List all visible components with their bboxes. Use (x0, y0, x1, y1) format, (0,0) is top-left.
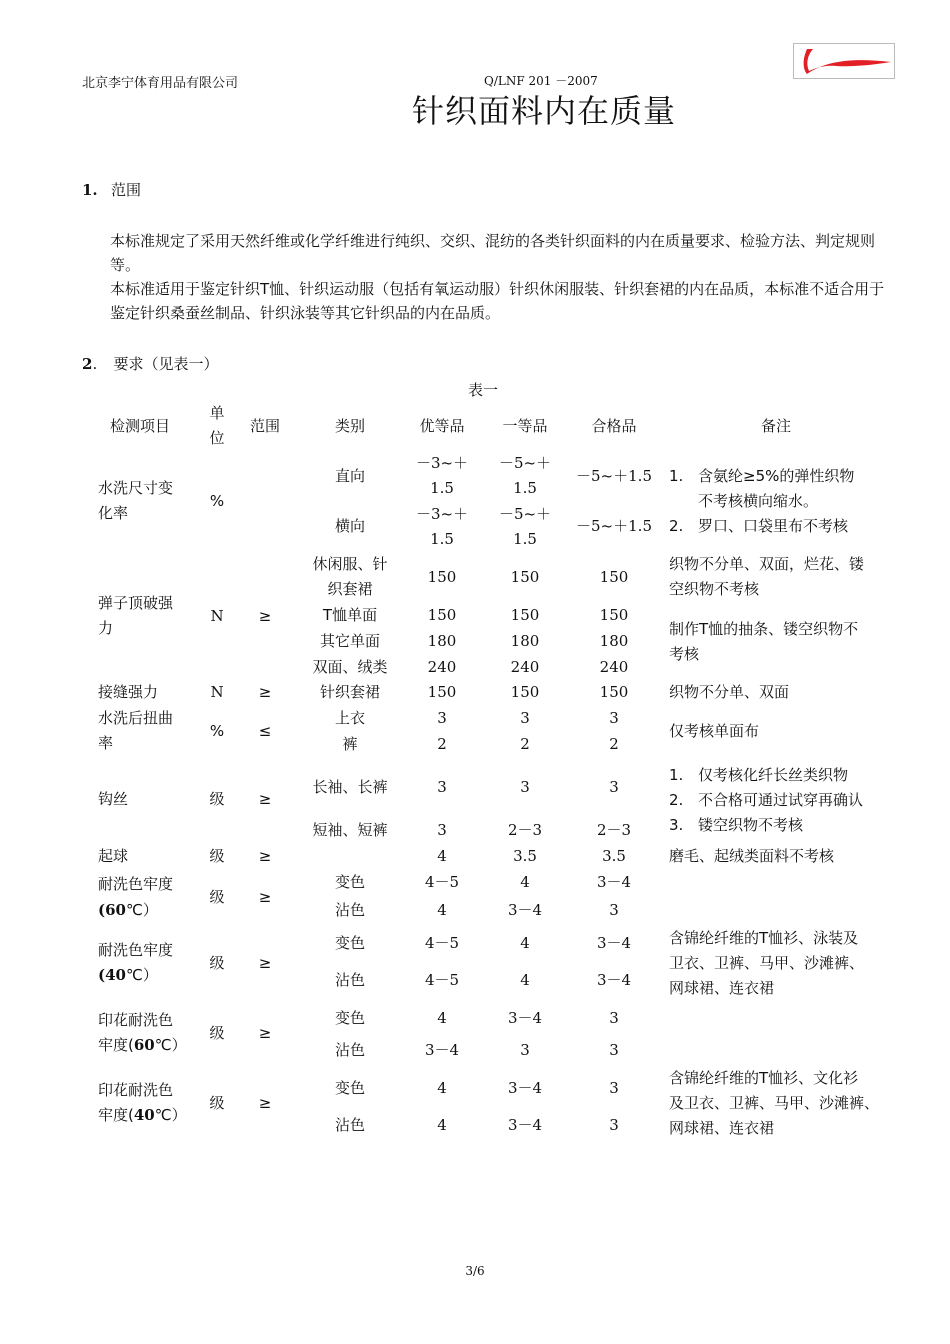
grade-2-value: 1.5 (513, 530, 537, 548)
temperature-unit: ℃） (125, 966, 158, 984)
item-label-line2 (98, 963, 158, 988)
grade-2-value: 150 (510, 606, 540, 624)
grade-2-value: －5~＋ (498, 505, 552, 523)
unit: 级 (209, 847, 225, 865)
table-caption: 表一 (467, 381, 498, 399)
grade-2-value: 4 (520, 971, 530, 989)
category: 沾色 (334, 971, 365, 989)
grade-3-value: －5~＋1.5 (576, 467, 652, 485)
temperature-unit: ℃） (154, 1106, 187, 1124)
unit: N (210, 607, 224, 625)
category: 沾色 (334, 1116, 365, 1134)
grade-2-value: 3 (520, 778, 530, 796)
category-weft: 横向 (334, 517, 365, 535)
grade-2-value: 4 (520, 934, 530, 952)
item-label-line2 (98, 1033, 187, 1058)
note-number: 3. (669, 816, 684, 834)
range: ≥ (258, 1094, 272, 1112)
grade-1-value: 4－5 (424, 934, 460, 952)
category: 变色 (334, 934, 365, 952)
grade-1-value: －3~＋ (415, 505, 469, 523)
category-line1: 休闲服、针 (312, 555, 388, 573)
item-label-line2: 化率 (98, 504, 129, 522)
temperature: (40 (98, 966, 126, 984)
grade-3-value: 3 (609, 709, 619, 727)
section-number: 1. (82, 181, 98, 199)
grade-2-value: 150 (510, 683, 540, 701)
grade-2-value: 3 (520, 709, 530, 727)
note-text: 网球裙、连衣裙 (669, 979, 775, 997)
category: 变色 (334, 1009, 365, 1027)
grade-3-value: 3 (609, 901, 619, 919)
header-grade-1: 优等品 (419, 417, 465, 435)
grade-3-value: 3 (609, 1116, 619, 1134)
unit: 级 (209, 954, 225, 972)
grade-2-value: 3－4 (507, 1009, 543, 1027)
grade-1-value: －3~＋ (415, 454, 469, 472)
header-category: 类别 (334, 417, 365, 435)
grade-2-value: －5~＋ (498, 454, 552, 472)
grade-2-value: 3 (520, 1041, 530, 1059)
unit: N (210, 683, 224, 701)
company-name: 北京李宁体育用品有限公司 (82, 76, 239, 91)
section-dot: . (92, 355, 98, 373)
note-text: 及卫衣、卫裤、马甲、沙滩裤、 (669, 1094, 880, 1112)
note-text: 仅考核单面布 (669, 722, 760, 740)
grade-1-value: 2 (437, 735, 447, 753)
grade-2-value: 2 (520, 735, 530, 753)
header-item: 检测项目 (110, 417, 171, 435)
category: T恤单面 (322, 606, 378, 624)
unit: 级 (209, 790, 225, 808)
note-text: 磨毛、起绒类面料不考核 (669, 847, 835, 865)
unit: 级 (209, 888, 225, 906)
range: ≥ (258, 954, 272, 972)
grade-3-value: 3－4 (596, 934, 632, 952)
temperature: 40 (133, 1106, 155, 1124)
range: ≥ (258, 1024, 272, 1042)
item-label-line1: 水洗尺寸变 (98, 479, 174, 497)
grade-3-value: 3.5 (602, 847, 626, 865)
grade-3-value: 3 (609, 1079, 619, 1097)
note-number: 1. (669, 766, 684, 784)
category: 针织套裙 (319, 683, 380, 701)
item-label-line2 (98, 1103, 187, 1128)
temperature: 60 (133, 1036, 155, 1054)
note-text: 考核 (669, 645, 700, 663)
grade-3-value: －5~＋1.5 (576, 517, 652, 535)
header-range: 范围 (250, 417, 281, 435)
grade-1-value: 3 (437, 821, 447, 839)
grade-3-value: 3－4 (596, 971, 632, 989)
item-label: 钩丝 (98, 790, 129, 808)
grade-3-value: 3 (609, 778, 619, 796)
unit: % (209, 722, 225, 740)
item-label-line2: 力 (98, 619, 114, 637)
note-text: 不考核横向缩水。 (698, 492, 819, 510)
grade-3-value: 240 (599, 658, 629, 676)
note-text: 含锦纶纤维的T恤衫、文化衫 (669, 1069, 859, 1087)
grade-2-value: 3－4 (507, 1079, 543, 1097)
grade-1-value: 4 (437, 847, 447, 865)
li-ning-swoosh-logo-icon (794, 44, 894, 78)
note-number: 2. (669, 791, 684, 809)
grade-1-value: 1.5 (430, 479, 454, 497)
unit: 级 (209, 1094, 225, 1112)
category: 裤 (342, 735, 358, 753)
grade-2-value: 3.5 (513, 847, 537, 865)
category: 沾色 (334, 1041, 365, 1059)
note-text: 制作T恤的抽条、镂空织物不 (669, 620, 859, 638)
grade-2-value: 3－4 (507, 901, 543, 919)
note-number: 2. (669, 517, 684, 535)
category: 沾色 (334, 901, 365, 919)
grade-1-value: 3 (437, 778, 447, 796)
section-1-heading (82, 179, 141, 200)
section-1-paragraph-1: 本标准规定了采用天然纤维或化学纤维进行纯织、交织、混纺的各类针织面料的内在质量要求、检验方法、判定规则等。 (110, 232, 876, 274)
grade-3-value: 3 (609, 1041, 619, 1059)
item-label-line1: 耐洗色牢度 (98, 875, 174, 893)
grade-1-value: 1.5 (430, 530, 454, 548)
grade-1-value: 4－5 (424, 971, 460, 989)
category-warp: 直向 (334, 467, 365, 485)
li-ning-logo (793, 43, 895, 79)
grade-1-value: 3－4 (424, 1041, 460, 1059)
section-title: 范围 (111, 181, 142, 199)
unit: 级 (209, 1024, 225, 1042)
grade-1-value: 150 (427, 568, 457, 586)
temperature: (60 (98, 901, 126, 919)
item-label: 接缝强力 (98, 683, 159, 701)
grade-3-value: 180 (599, 632, 629, 650)
note-text: 空织物不考核 (669, 580, 760, 598)
grade-2-value: 240 (510, 658, 540, 676)
note-text: 织物不分单、双面 (669, 683, 790, 701)
category-line2: 织套裙 (327, 580, 373, 598)
header-unit-line2: 位 (209, 429, 225, 447)
header-grade-3: 合格品 (591, 417, 637, 435)
grade-2-value: 4 (520, 873, 530, 891)
item-label-line2: 率 (98, 734, 114, 752)
note-text: 罗口、口袋里布不考核 (698, 517, 849, 535)
grade-1-value: 4 (437, 1009, 447, 1027)
grade-1-value: 180 (427, 632, 457, 650)
grade-2-value: 180 (510, 632, 540, 650)
item-label-line1: 水洗后扭曲 (98, 709, 174, 727)
item-label-line1: 印花耐洗色 (98, 1081, 174, 1099)
range: ≤ (258, 722, 272, 740)
page-number: 3/6 (465, 1264, 485, 1278)
grade-3-value: 2 (609, 735, 619, 753)
grade-1-value: 4 (437, 901, 447, 919)
section-number: 2 (82, 355, 93, 373)
grade-1-value: 240 (427, 658, 457, 676)
note-text: 含锦纶纤维的T恤衫、泳装及 (669, 929, 859, 947)
note-text: 含氨纶≥5%的弹性织物 (698, 467, 855, 485)
header-grade-2: 一等品 (502, 417, 548, 435)
temperature-unit: ℃） (154, 1036, 187, 1054)
grade-3-value: 2－3 (596, 821, 632, 839)
category: 长袖、长裤 (312, 778, 388, 796)
item-label-line1: 印花耐洗色 (98, 1011, 174, 1029)
note-text: 网球裙、连衣裙 (669, 1119, 775, 1137)
category: 变色 (334, 1079, 365, 1097)
range: ≥ (258, 683, 272, 701)
note-text: 仅考核化纤长丝类织物 (698, 766, 849, 784)
unit: % (209, 492, 225, 510)
grade-1-value: 4 (437, 1079, 447, 1097)
range: ≥ (258, 607, 272, 625)
grade-3-value: 150 (599, 683, 629, 701)
range: ≥ (258, 847, 272, 865)
grade-1-value: 150 (427, 606, 457, 624)
label-text: 牢度( (98, 1036, 134, 1054)
section-1-paragraph-2: 本标准适用于鉴定针织T恤、针织运动服（包括有氧运动服）针织休闲服装、针织套裙的内在品质，本标准不适合用于鉴定针织桑蚕丝制品、针织泳装等其它针织品的内在品质。 (110, 280, 885, 322)
header-remark: 备注 (760, 417, 791, 435)
grade-2-value: 1.5 (513, 479, 537, 497)
item-label: 起球 (98, 847, 129, 865)
grade-1-value: 3 (437, 709, 447, 727)
range: ≥ (258, 888, 272, 906)
category: 其它单面 (319, 632, 380, 650)
grade-3-value: 150 (599, 606, 629, 624)
section-2-heading (82, 353, 218, 374)
note-text: 镂空织物不考核 (698, 816, 804, 834)
item-label-line1: 耐洗色牢度 (98, 941, 174, 959)
page-title: 针织面料内在质量 (411, 92, 676, 130)
item-label-line1: 弹子顶破强 (98, 594, 174, 612)
note-number: 1. (669, 467, 684, 485)
grade-1-value: 4－5 (424, 873, 460, 891)
header-unit-line1: 单 (209, 404, 225, 422)
item-label-line2 (98, 898, 158, 923)
grade-2-value: 150 (510, 568, 540, 586)
section-title: 要求（见表一） (113, 355, 219, 373)
document-number: Q/LNF 201 －2007 (484, 74, 598, 88)
temperature-unit: ℃） (125, 901, 158, 919)
grade-2-value: 3－4 (507, 1116, 543, 1134)
category: 上衣 (334, 709, 365, 727)
note-text: 不合格可通过试穿再确认 (698, 791, 864, 809)
grade-3-value: 150 (599, 568, 629, 586)
grade-3-value: 3 (609, 1009, 619, 1027)
category: 变色 (334, 873, 365, 891)
note-text: 卫衣、卫裤、马甲、沙滩裤、 (669, 954, 865, 972)
grade-3-value: 3－4 (596, 873, 632, 891)
grade-1-value: 150 (427, 683, 457, 701)
note-text: 织物不分单、双面，烂花、镂 (669, 555, 865, 573)
grade-1-value: 4 (437, 1116, 447, 1134)
category: 双面、绒类 (312, 658, 388, 676)
grade-2-value: 2－3 (507, 821, 543, 839)
range: ≥ (258, 790, 272, 808)
label-text: 牢度( (98, 1106, 134, 1124)
category: 短袖、短裤 (312, 821, 388, 839)
